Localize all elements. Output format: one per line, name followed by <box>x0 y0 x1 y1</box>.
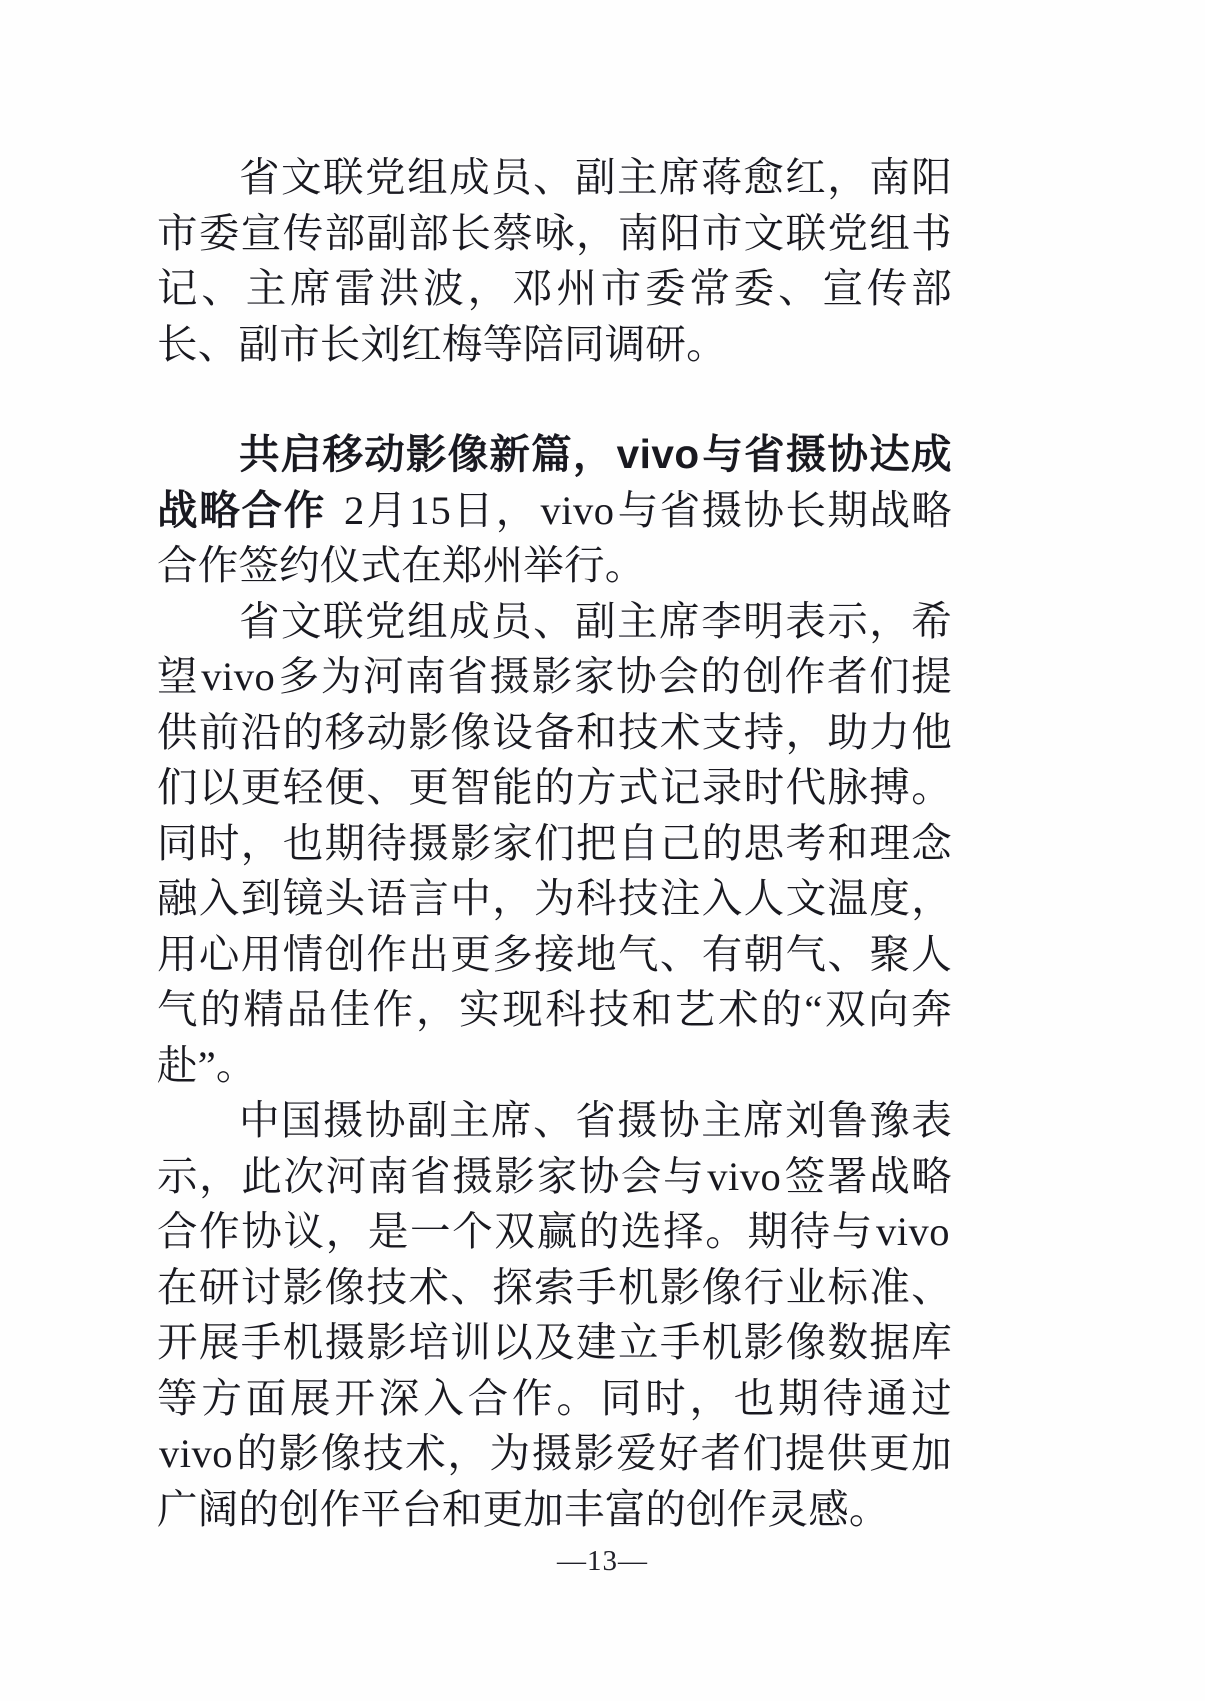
liming-brand-vivo: vivo <box>201 654 276 699</box>
paragraph-vivo-headline <box>157 427 952 594</box>
liuluyu-brand-vivo-1: vivo <box>707 1153 782 1199</box>
liming-text-1: 省文联党组成员、副主席李明表示，希望 <box>157 598 952 699</box>
liuluyu-text-2: 签署战略合作协议，是一个双赢的选择。期待与 <box>157 1153 952 1254</box>
document-text-column <box>157 150 952 1537</box>
headline-text-before-latin: 共启移动影像新篇， <box>239 431 615 477</box>
lead-date: 2月15日， <box>343 487 539 533</box>
headline-text-after-latin: 与省摄协达成战略合作 <box>157 431 953 533</box>
liuluyu-text-3: 在研讨影像技术、探索手机影像行业标准、开展手机摄影培训以及建立手机影像数据库等方面展开深入合作。同时，也期待通过 <box>157 1264 952 1421</box>
liuluyu-brand-vivo-2: vivo <box>875 1209 950 1254</box>
paragraph-spacer <box>157 372 952 427</box>
paragraph-liuluyu-remarks <box>157 1093 952 1537</box>
liuluyu-brand-vivo-3: vivo <box>159 1431 234 1476</box>
lead-brand-vivo: vivo <box>540 487 615 533</box>
page-number-footer: —13— <box>557 1545 648 1577</box>
paragraph-attendees: 省文联党组成员、副主席蒋愈红，南阳市委宣传部副部长蔡咏，南阳市文联党组书记、主席雷洪波，邓州市委常委、宣传部长、副市长刘红梅等陪同调研。 <box>157 155 952 367</box>
headline-brand-vivo: vivo <box>616 431 700 477</box>
liuluyu-text-1: 中国摄协副主席、省摄协主席刘鲁豫表示，此次河南省摄影家协会与 <box>157 1098 952 1199</box>
liuluyu-text-4: 的影像技术，为摄影爱好者们提供更加广阔的创作平台和更加丰富的创作灵感。 <box>157 1431 952 1532</box>
liming-text-2: 多为河南省摄影家协会的创作者们提供前沿的移动影像设备和技术支持，助力他们以更轻便、更智能的方式记录时代脉搏。同时，也期待摄影家们把自己的思考和理念融入到镜头语言中，为科技注入人文温度，用心用情创作出更多接地气、有朝气、聚人气的精品佳作，实现科技和艺术的“双向奔赴”。 <box>157 654 953 1088</box>
paragraph-liming-remarks <box>157 594 952 1094</box>
lead-tail-text: 与省摄协长期战略合作签约仪式在郑州举行。 <box>157 487 953 588</box>
